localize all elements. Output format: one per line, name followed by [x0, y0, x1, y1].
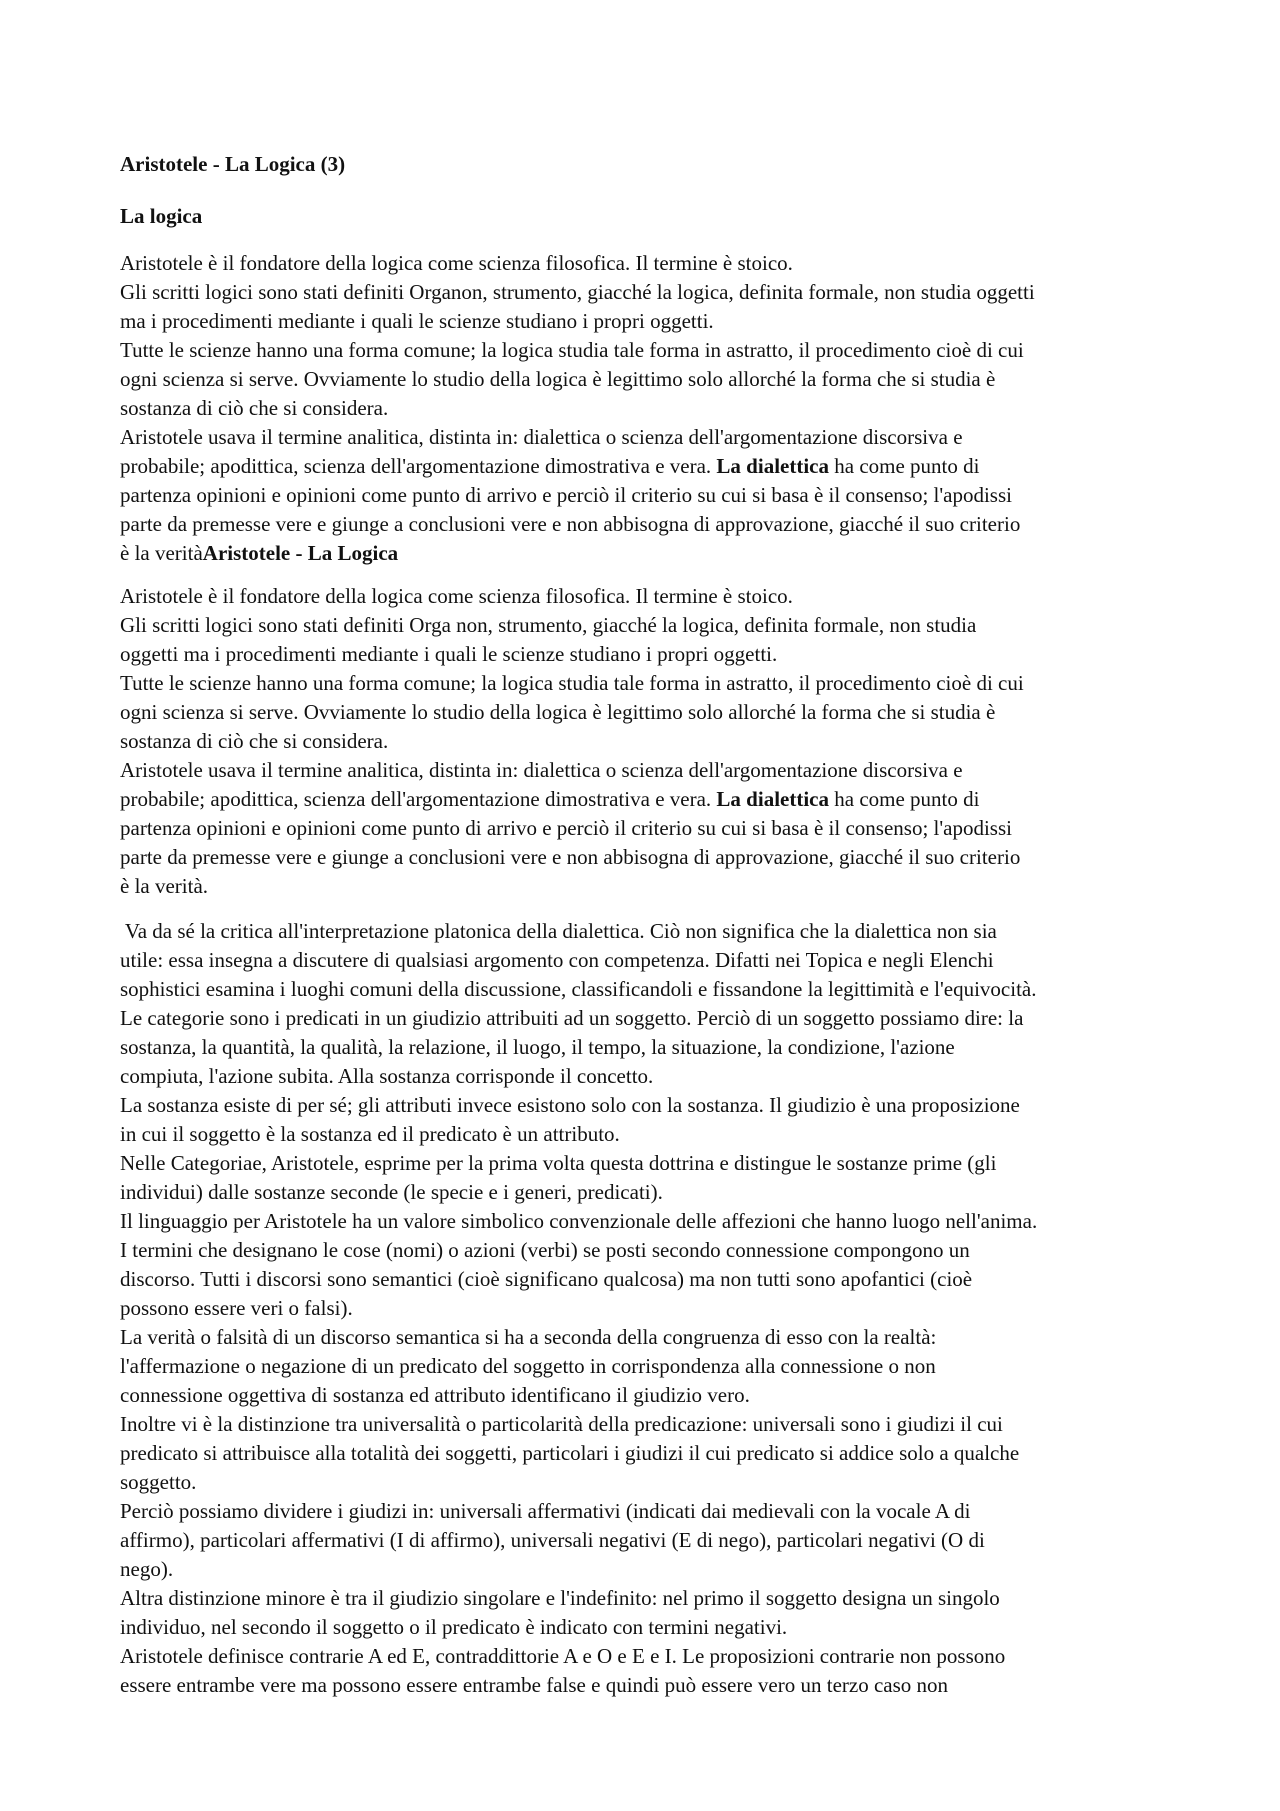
text-line: La verità o falsità di un discorso semantica si ha a seconda della congruenza di esso con la realtà: [120, 1325, 937, 1349]
text-line: Tutte le scienze hanno una forma comune; la logica studia tale forma in astratto, il procedimento cioè di cui [120, 671, 1024, 695]
text-line: Inoltre vi è la distinzione tra universalità o particolarità della predicazione: universali sono i giudizi il cui [120, 1412, 1003, 1436]
text-line [120, 539, 1165, 568]
text-line: La sostanza esiste di per sé; gli attributi invece esistono solo con la sostanza. Il giudizio è una proposizione [120, 1093, 1020, 1117]
text-line: Il linguaggio per Aristotele ha un valore simbolico convenzionale delle affezioni che hanno luogo nell'anima. [120, 1209, 1038, 1233]
text-line: sostanza di ciò che si considera. [120, 729, 389, 753]
text-line: Aristotele usava il termine analitica, distinta in: dialettica o scienza dell'argomentazione discorsiva e [120, 425, 963, 449]
text-line: ma i procedimenti mediante i quali le scienze studiano i propri oggetti. [120, 309, 714, 333]
text-line: Altra distinzione minore è tra il giudizio singolare e l'indefinito: nel primo il soggetto designa un singolo [120, 1586, 1000, 1610]
text-line: parte da premesse vere e giunge a conclusioni vere e non abbisogna di approvazione, giacché il suo criterio [120, 845, 1021, 869]
bold-term: La dialettica [716, 787, 829, 811]
text-line: Aristotele usava il termine analitica, distinta in: dialettica o scienza dell'argomentazione discorsiva e [120, 758, 963, 782]
text-line: I termini che designano le cose (nomi) o azioni (verbi) se posti secondo connessione compongono un [120, 1238, 970, 1262]
text-line: connessione oggettiva di sostanza ed attributo identificano il giudizio vero. [120, 1383, 750, 1407]
text-line: possono essere veri o falsi). [120, 1296, 353, 1320]
text-line: partenza opinioni e opinioni come punto di arrivo e perciò il criterio su cui si basa è il consenso; l'apodissi [120, 483, 1012, 507]
text-line: affirmo), particolari affermativi (I di affirmo), universali negativi (E di nego), particolari negativi (O di [120, 1528, 985, 1552]
text-line: Nelle Categoriae, Aristotele, esprime per la prima volta questa dottrina e distingue le sostanze prime (gli [120, 1151, 997, 1175]
text-line: l'affermazione o negazione di un predicato del soggetto in corrispondenza alla connessione o non [120, 1354, 936, 1378]
text-line: è la verità. [120, 874, 209, 898]
text-segment: probabile; apodittica, scienza dell'argomentazione dimostrativa e vera. [120, 454, 717, 478]
text-segment: ha come punto di [829, 787, 980, 811]
text-line: compiuta, l'azione subita. Alla sostanza corrisponde il concetto. [120, 1064, 654, 1088]
text-segment: probabile; apodittica, scienza dell'argomentazione dimostrativa e vera. [120, 787, 717, 811]
text-line: Perciò possiamo dividere i giudizi in: universali affermativi (indicati dai medievali con la vocale A di [120, 1499, 971, 1523]
document-title: Aristotele - La Logica (3) [120, 152, 346, 176]
text-line: Gli scritti logici sono stati definiti Organon, strumento, giacché la logica, definita formale, non studia oggetti [120, 280, 1035, 304]
text-line [120, 452, 1165, 481]
text-line: individui) dalle sostanze seconde (le specie e i generi, predicati). [120, 1180, 663, 1204]
text-line: Aristotele è il fondatore della logica come scienza filosofica. Il termine è stoico. [120, 584, 793, 608]
paragraph-block-1 [120, 249, 1165, 568]
text-line: essere entrambe vere ma possono essere entrambe false e quindi può essere vero un terzo caso non [120, 1673, 949, 1697]
paragraph-block-2 [120, 582, 1165, 901]
document-page [120, 150, 1165, 1700]
text-line: Aristotele è il fondatore della logica come scienza filosofica. Il termine è stoico. [120, 251, 793, 275]
text-line: sophistici esamina i luoghi comuni della discussione, classificandoli e fissandone la legittimità e l'equivocità. [120, 977, 1037, 1001]
text-line: utile: essa insegna a discutere di qualsiasi argomento con competenza. Difatti nei Topica e negli Elenchi [120, 948, 994, 972]
text-line: partenza opinioni e opinioni come punto di arrivo e perciò il criterio su cui si basa è il consenso; l'apodissi [120, 816, 1012, 840]
text-line: nego). [120, 1557, 174, 1581]
inline-heading: Aristotele - La Logica [202, 541, 399, 565]
text-line: predicato si attribuisce alla totalità dei soggetti, particolari i giudizi il cui predicato si addice solo a qualche [120, 1441, 1020, 1465]
text-line: in cui il soggetto è la sostanza ed il predicato è un attributo. [120, 1122, 620, 1146]
text-line: Va da sé la critica all'interpretazione platonica della dialettica. Ciò non significa che la dialettica non sia [120, 919, 997, 943]
text-segment: è la verità [120, 541, 203, 565]
bold-term: La dialettica [716, 454, 829, 478]
paragraph-block-3 [120, 917, 1165, 1700]
text-line: Aristotele definisce contrarie A ed E, contraddittorie A e O e E e I. Le proposizioni contrarie non possono [120, 1644, 1006, 1668]
text-line [120, 785, 1165, 814]
text-segment: ha come punto di [829, 454, 980, 478]
text-line: soggetto. [120, 1470, 197, 1494]
text-line: sostanza di ciò che si considera. [120, 396, 389, 420]
text-line: oggetti ma i procedimenti mediante i quali le scienze studiano i propri oggetti. [120, 642, 778, 666]
text-line: Tutte le scienze hanno una forma comune; la logica studia tale forma in astratto, il procedimento cioè di cui [120, 338, 1024, 362]
text-line: Le categorie sono i predicati in un giudizio attribuiti ad un soggetto. Perciò di un soggetto possiamo dire: la [120, 1006, 1024, 1030]
text-line: parte da premesse vere e giunge a conclusioni vere e non abbisogna di approvazione, giacché il suo criterio [120, 512, 1021, 536]
text-line: discorso. Tutti i discorsi sono semantici (cioè significano qualcosa) ma non tutti sono apofantici (cioè [120, 1267, 973, 1291]
text-line: sostanza, la quantità, la qualità, la relazione, il luogo, il tempo, la situazione, la condizione, l'azione [120, 1035, 955, 1059]
section-heading: La logica [120, 204, 203, 228]
text-line: Gli scritti logici sono stati definiti Orga non, strumento, giacché la logica, definita formale, non studia [120, 613, 977, 637]
text-line: individuo, nel secondo il soggetto o il predicato è indicato con termini negativi. [120, 1615, 788, 1639]
text-line: ogni scienza si serve. Ovviamente lo studio della logica è legittimo solo allorché la forma che si studia è [120, 700, 996, 724]
text-line: ogni scienza si serve. Ovviamente lo studio della logica è legittimo solo allorché la forma che si studia è [120, 367, 996, 391]
